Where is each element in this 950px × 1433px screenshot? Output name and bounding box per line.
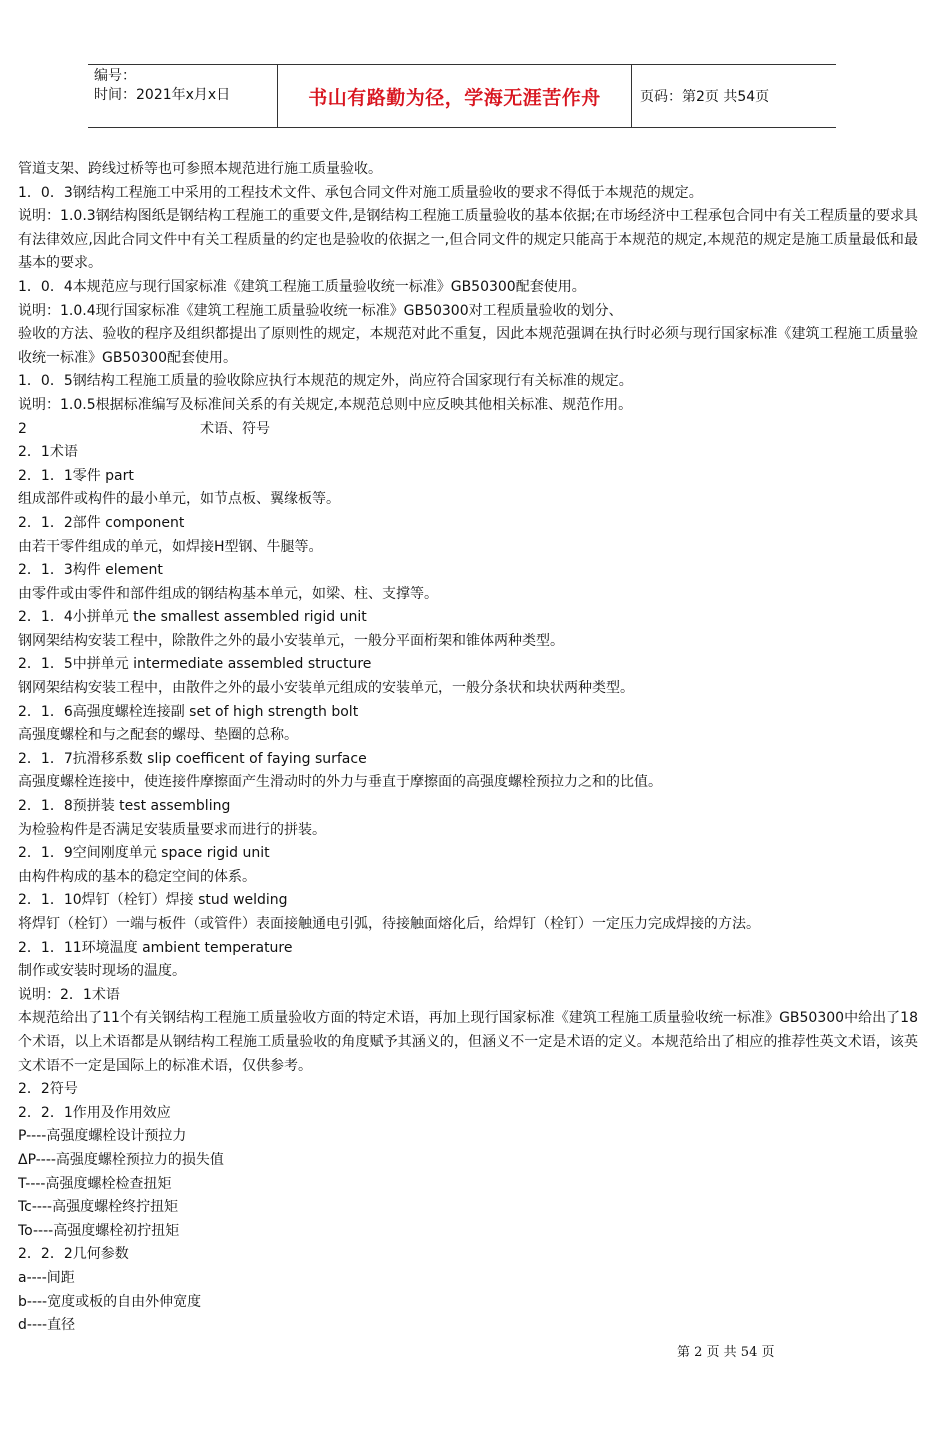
body-line: 1．0．4本规范应与现行国家标准《建筑工程施工质量验收统一标准》GB50300配套使用。 [18, 278, 586, 295]
body-line: 1．0．3钢结构工程施工中采用的工程技术文件、承包合同文件对施工质量验收的要求不得低于本规范的规定。 [18, 184, 703, 201]
body-line: 说明：1.0.5根据标准编写及标准间关系的有关规定,本规范总则中应反映其他相关标准、规范作用。 [18, 396, 633, 413]
document-body [18, 158, 918, 1338]
body-line: 2．1术语 [18, 444, 78, 461]
section-heading [18, 418, 918, 442]
symbol-line: ΔP----高强度螺栓预拉力的损失值 [18, 1151, 224, 1168]
body-line: 为检验构件是否满足安装质量要求而进行的拼装。 [18, 821, 326, 838]
body-line: 2．1．2部件 component [18, 514, 185, 531]
body-line: 管道支架、跨线过桥等也可参照本规范进行施工质量验收。 [18, 161, 382, 177]
body-paragraph: 本规范给出了11个有关钢结构工程施工质量验收方面的特定术语，再加上现行国家标准《建筑工程施工质量验收统一标准》GB50300中给出了18个术语，以上术语都是从钢结构工程施工质量验收的角度赋予其涵义的，但涵义不一定是术语的定义。本规范给出了相应的推荐性英文术语，该英文术语不一定是国际上的标准术语，仅供参考。 [18, 1010, 918, 1074]
symbol-line: b----宽度或板的自由外伸宽度 [18, 1293, 202, 1310]
body-line: 2．1．10焊钉（栓钉）焊接 stud welding [18, 892, 288, 909]
symbol-line: To----高强度螺栓初拧扭矩 [18, 1222, 180, 1239]
body-line: 2．1．3构件 element [18, 562, 163, 579]
header-time: 时间：2021年x月x日 [94, 87, 231, 103]
body-line: 1．0．5钢结构工程施工质量的验收除应执行本规范的规定外，尚应符合国家现行有关标准的规定。 [18, 373, 633, 390]
symbol-line: P----高强度螺栓设计预拉力 [18, 1128, 187, 1145]
symbol-line: T----高强度螺栓检查扭矩 [18, 1175, 172, 1192]
body-line: 由零件或由零件和部件组成的钢结构基本单元，如梁、柱、支撑等。 [18, 585, 438, 602]
symbol-line: Tc----高强度螺栓终拧扭矩 [18, 1199, 179, 1216]
body-line: 2．1．1零件 part [18, 467, 134, 484]
body-line: 高强度螺栓和与之配套的螺母、垫圈的总称。 [18, 727, 298, 744]
body-line: 说明：2．1术语 [18, 986, 120, 1003]
page-footer: 第 2 页 共 54 页 [677, 1345, 775, 1360]
section-title: 术语、符号 [200, 420, 270, 437]
body-line: 2．2．2几何参数 [18, 1246, 129, 1263]
body-line: 2．1．6高强度螺栓连接副 set of high strength bolt [18, 703, 359, 720]
symbol-line: d----直径 [18, 1317, 76, 1334]
header-motto: 书山有路勤为径，学海无涯苦作舟 [308, 86, 601, 109]
body-line: 2．1．5中拼单元 intermediate assembled structure [18, 656, 372, 673]
body-line: 2．2符号 [18, 1081, 78, 1098]
body-line: 钢网架结构安装工程中，由散件之外的最小安装单元组成的安装单元，一般分条状和块状两种类型。 [18, 680, 634, 697]
body-line: 制作或安装时现场的温度。 [18, 963, 186, 980]
body-paragraph: 说明：1.0.3钢结构图纸是钢结构工程施工的重要文件,是钢结构工程施工质量验收的基本依据;在市场经济中工程承包合同中有关工程质量的要求具有法律效应,因此合同文件中有关工程质量的约定也是验收的依据之一,但合同文件的规定只能高于本规范的规定,本规范的规定是施工质量最低和最基本的要求。 [18, 208, 918, 272]
body-line: 组成部件或构件的最小单元，如节点板、翼缘板等。 [18, 491, 340, 508]
body-line: 2．1．7抗滑移系数 slip coefficent of faying surface [18, 750, 367, 767]
body-line: 说明：1.0.4现行国家标准《建筑工程施工质量验收统一标准》GB50300对工程质量验收的划分、 [18, 302, 623, 319]
header-motto-cell [278, 65, 632, 127]
body-paragraph: 验收的方法、验收的程序及组织都提出了原则性的规定，本规范对此不重复，因此本规范强调在执行时必须与现行国家标准《建筑工程施工质量验收统一标准》GB50300配套使用。 [18, 326, 918, 366]
body-line: 2．2．1作用及作用效应 [18, 1104, 171, 1121]
header-number: 编号： [94, 68, 136, 84]
header-page-cell [632, 65, 836, 127]
body-line: 钢网架结构安装工程中，除散件之外的最小安装单元，一般分平面桁架和锥体两种类型。 [18, 632, 564, 649]
body-line: 高强度螺栓连接中，使连接件摩擦面产生滑动时的外力与垂直于摩擦面的高强度螺栓预拉力之和的比值。 [18, 774, 662, 791]
body-line: 2．1．4小拼单元 the smallest assembled rigid unit [18, 609, 367, 626]
section-number: 2 [18, 420, 27, 437]
body-line: 2．1．9空间刚度单元 space rigid unit [18, 845, 270, 862]
header-page-number: 页码：第2页 共54页 [640, 89, 770, 105]
body-line: 由若干零件组成的单元，如焊接H型钢、牛腿等。 [18, 538, 323, 555]
page-header [88, 64, 836, 128]
symbol-line: a----间距 [18, 1269, 75, 1286]
body-line: 2．1．11环境温度 ambient temperature [18, 939, 293, 956]
header-meta [88, 65, 278, 127]
body-line: 将焊钉（栓钉）一端与板件（或管件）表面接触通电引弧，待接触面熔化后，给焊钉（栓钉）一定压力完成焊接的方法。 [18, 916, 760, 932]
body-line: 2．1．8预拼装 test assembling [18, 798, 231, 815]
body-line: 由构件构成的基本的稳定空间的体系。 [18, 868, 256, 885]
